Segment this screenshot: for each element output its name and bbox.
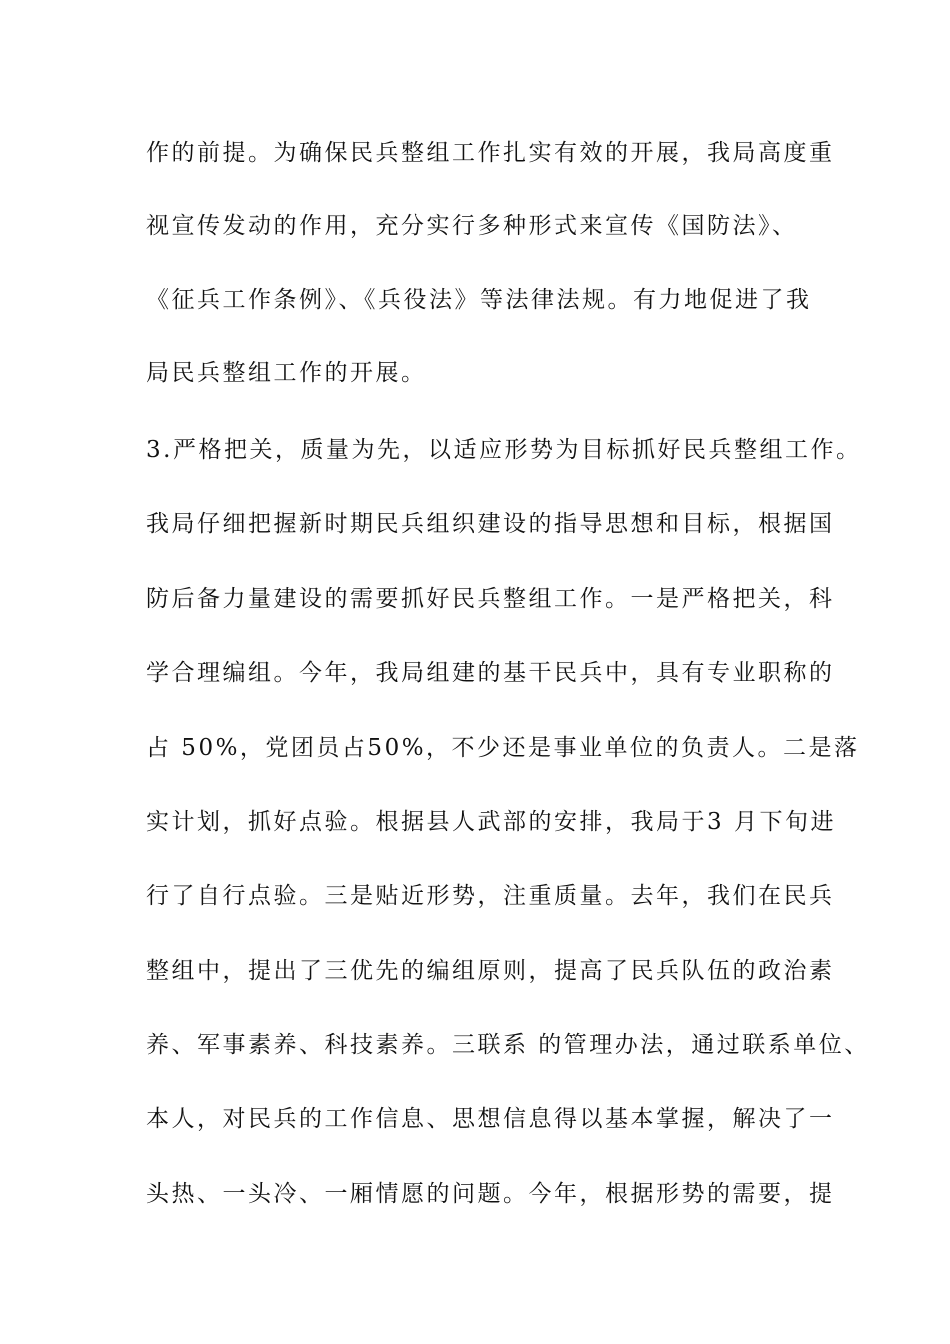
text-line-12: 整组中，提出了三优先的编组原则，提高了民兵队伍的政治素 — [146, 958, 835, 984]
text-line-15: 头热、一头冷、一厢情愿的问题。今年，根据形势的需要，提 — [146, 1181, 835, 1207]
text-line-10: 实计划，抓好点验。根据县人武部的安排，我局于3 月下旬进 — [146, 809, 836, 835]
text-line-4: 局民兵整组工作的开展。 — [146, 360, 427, 386]
text-line-11: 行了自行点验。三是贴近形势，注重质量。去年，我们在民兵 — [146, 883, 835, 909]
text-line-9: 占 50%，党团员占50%，不少还是事业单位的负责人。二是落 — [146, 735, 860, 761]
text-line-1: 作的前提。为确保民兵整组工作扎实有效的开展，我局高度重 — [146, 140, 835, 166]
text-line-6: 我局仔细把握新时期民兵组织建设的指导思想和目标，根据国 — [146, 511, 835, 537]
text-line-2: 视宣传发动的作用，充分实行多种形式来宣传《国防法》、 — [146, 213, 798, 239]
text-line-13: 养、军事素养、科技素养。三联系 的管理办法，通过联系单位、 — [146, 1032, 870, 1058]
text-line-3: 《征兵工作条例》、《兵役法》等法律法规。有力地促进了我 — [146, 287, 812, 313]
text-line-8: 学合理编组。今年，我局组建的基干民兵中，具有专业职称的 — [146, 660, 835, 686]
text-line-5: 3.严格把关，质量为先，以适应形势为目标抓好民兵整组工作。 — [146, 437, 862, 463]
text-line-7: 防后备力量建设的需要抓好民兵整组工作。一是严格把关，科 — [146, 586, 835, 612]
text-line-14: 本人，对民兵的工作信息、思想信息得以基本掌握，解决了一 — [146, 1106, 835, 1132]
